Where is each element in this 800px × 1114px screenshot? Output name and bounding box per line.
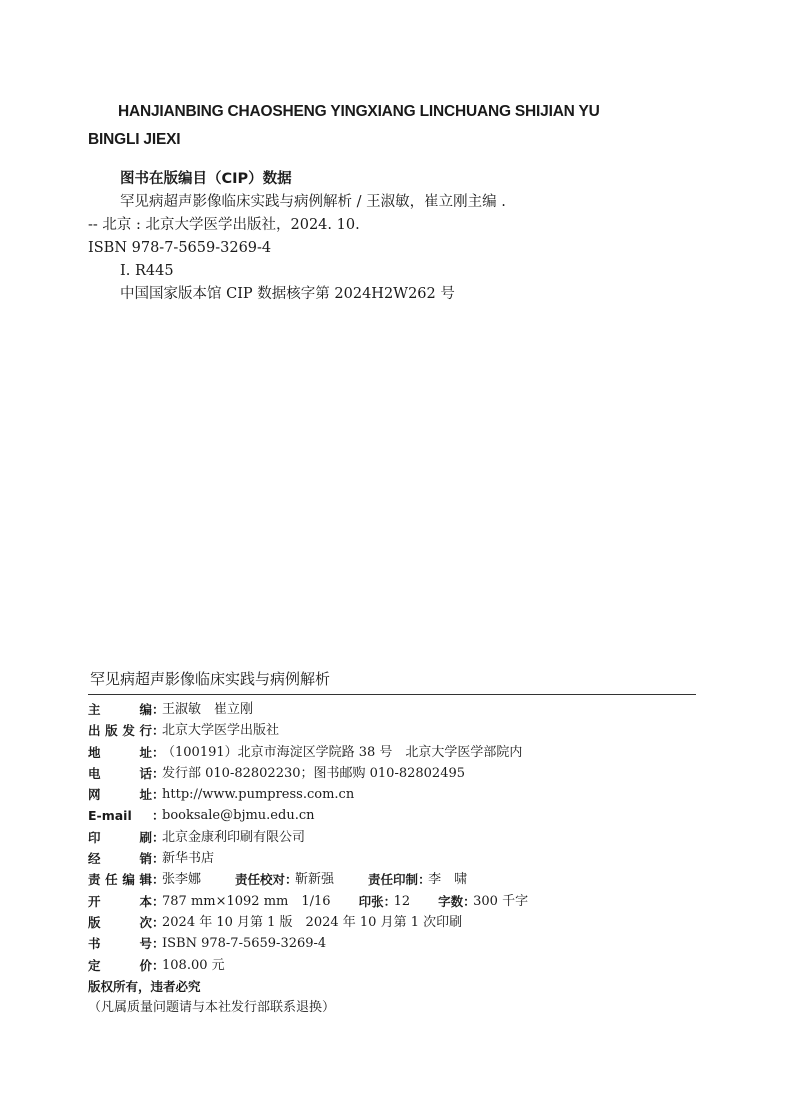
book-number-row: [88, 933, 696, 954]
book-number-value: ISBN 978-7-5659-3269-4: [162, 936, 327, 952]
print-supervisor-value: 李 啸: [428, 872, 468, 888]
website-label: 网 址: [88, 787, 152, 803]
phone-value: 发行部 010-82802230；图书邮购 010-82802495: [162, 765, 466, 781]
proofreader-label: 责任校对: [235, 872, 286, 888]
address-value: （100191）北京市海淀区学院路 38 号 北京大学医学部院内: [162, 744, 523, 760]
proofreader-value: 靳新强: [295, 872, 335, 888]
price-label: 定 价: [88, 957, 152, 973]
colon: ：: [383, 893, 397, 909]
colon: ：: [152, 744, 165, 760]
colon: ：: [152, 829, 165, 845]
colon: ：: [152, 765, 165, 781]
spacer: [334, 869, 368, 890]
website-row: [88, 784, 696, 805]
phone-label: 电 话: [88, 765, 152, 781]
pinyin-title: HANJIANBING CHAOSHENG YINGXIANG LINCHUANG SHIJIAN YU BINGLI JIEXI: [88, 103, 600, 148]
printer-row: [88, 827, 696, 848]
responsible-editor-label: 责任编辑: [88, 872, 152, 888]
colon: ：: [152, 808, 165, 824]
cip-heading: 图书在版编目（CIP）数据: [120, 171, 292, 187]
word-count-value: 300 千字: [473, 893, 529, 909]
print-supervisor-label: 责任印制: [368, 872, 419, 888]
cip-classification: Ⅰ. R445: [120, 263, 174, 279]
return-note: （凡属质量问题请与本社发行部联系退换）: [88, 1000, 336, 1016]
cip-number: 中国国家版本馆 CIP 数据核字第 2024H2W262 号: [120, 286, 455, 302]
imprint-block: [88, 668, 696, 1018]
publisher-label: 出版发行: [88, 723, 152, 739]
editor-label: 主 编: [88, 702, 152, 717]
colon: ：: [463, 893, 476, 909]
editor-value: 王淑敏 崔立刚: [162, 702, 254, 717]
format-value: 787 mm×1092 mm 1/16: [162, 893, 331, 909]
website-link[interactable]: http://www.pumpress.com.cn: [162, 787, 355, 803]
cip-entry: 罕见病超声影像临床实践与病例解析 / 王淑敏，崔立刚主编 . -- 北京 : 北京大学医学出版社，2024. 10.: [88, 194, 506, 233]
edition-row: [88, 912, 696, 933]
printer-label: 印 刷: [88, 829, 152, 845]
editor-row: [88, 699, 696, 720]
spacer: [410, 891, 438, 912]
phone-row: [88, 763, 696, 784]
colon: ：: [152, 702, 165, 717]
book-number-label: 书 号: [88, 936, 152, 952]
colon: ：: [418, 872, 431, 888]
email-link[interactable]: booksale@bjmu.edu.cn: [162, 808, 315, 824]
edition-label: 版 次: [88, 914, 152, 930]
colon: ：: [152, 723, 165, 739]
colon: ：: [152, 872, 165, 888]
responsible-editor-value: 张李娜: [162, 872, 202, 888]
publisher-row: [88, 720, 696, 741]
cip-isbn: ISBN 978-7-5659-3269-4: [88, 240, 272, 256]
distributor-row: [88, 848, 696, 869]
colon: ：: [152, 957, 165, 973]
address-label: 地 址: [88, 744, 152, 760]
address-row: [88, 742, 696, 763]
spacer: [201, 869, 235, 890]
colon: ：: [152, 936, 165, 952]
sheets-label: 印张: [358, 893, 384, 909]
imprint-info: [88, 699, 696, 1018]
colon: ：: [285, 872, 298, 888]
imprint-book-title: 罕见病超声影像临床实践与病例解析: [88, 668, 696, 695]
colon: ：: [152, 914, 165, 930]
cip-block: [88, 168, 508, 306]
format-row: [88, 891, 696, 912]
edition-value: 2024 年 10 月第 1 版 2024 年 10 月第 1 次印刷: [162, 914, 463, 930]
colon: ：: [152, 851, 165, 867]
responsibility-row: [88, 869, 696, 890]
email-label: E-mail: [88, 808, 132, 824]
spacer: [331, 891, 359, 912]
distributor-label: 经 销: [88, 851, 152, 867]
price-row: [88, 955, 696, 976]
colon: ：: [152, 787, 165, 803]
publisher-value: 北京大学医学出版社: [162, 723, 280, 739]
price-value: 108.00 元: [162, 957, 225, 973]
email-row: [88, 805, 696, 826]
format-label: 开 本: [88, 893, 152, 909]
word-count-label: 字数: [438, 893, 464, 909]
rights-notice: 版权所有，违者必究: [88, 978, 201, 994]
printer-value: 北京金康利印刷有限公司: [162, 829, 306, 845]
sheets-value: 12: [393, 893, 411, 909]
distributor-value: 新华书店: [162, 851, 215, 867]
colon: ：: [152, 893, 165, 909]
